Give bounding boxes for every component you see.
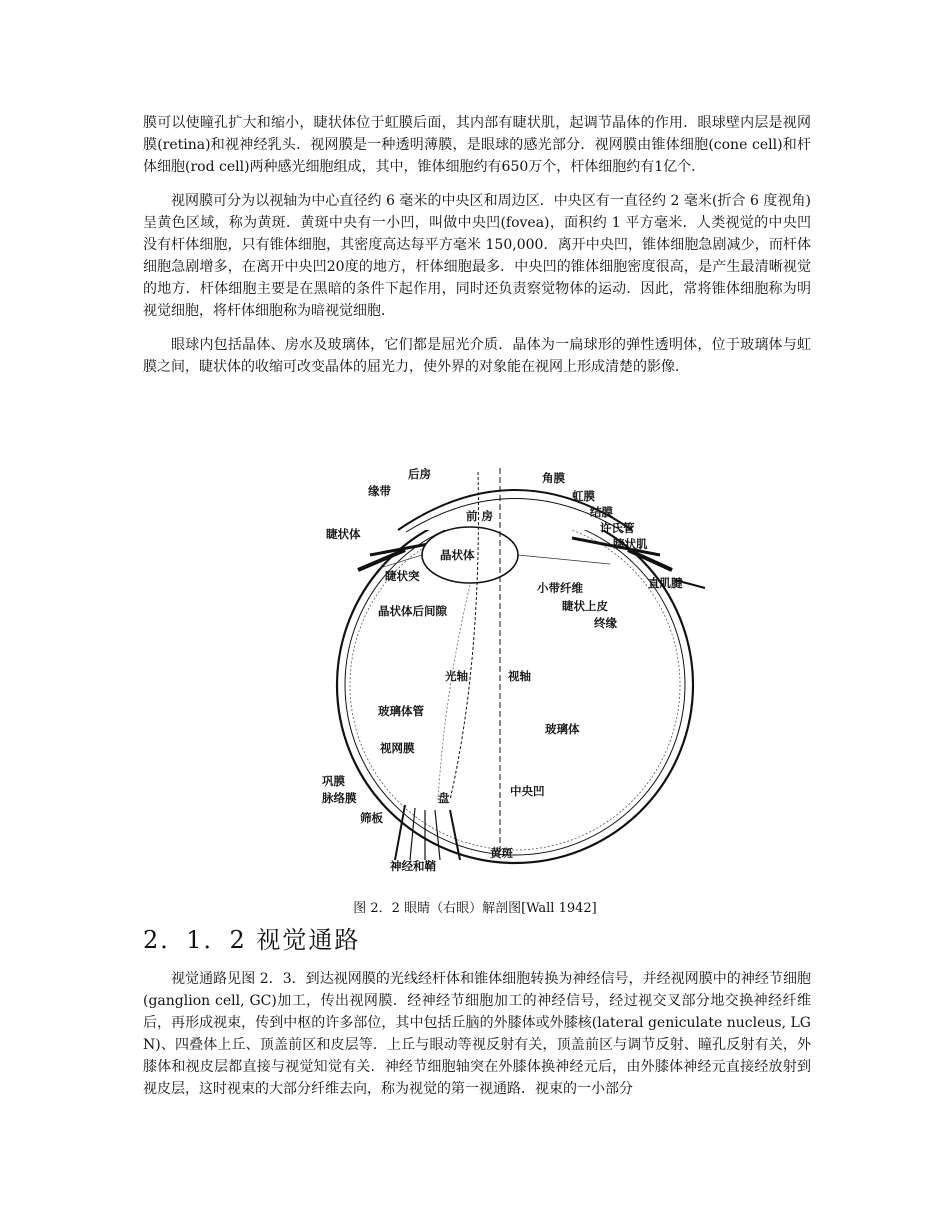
label-gongmo: 巩膜 [322,774,345,788]
label-jiemo: 结膜 [590,505,613,519]
label-jiezhuangji: 睫状肌 [613,537,648,551]
label-jiezhuangti: 睫状体 [326,527,361,541]
label-xiaodaixianwei: 小带纤维 [537,581,583,595]
optic-nerve-fibers [410,808,440,860]
label-jiezhuangtu: 睫状突 [385,569,420,583]
section-paragraph: 视觉通路见图 2．3．到达视网膜的光线经杆体和锥体细胞转换为神经信号，并经视网膜中的神经节细胞(ganglion cell, GC)加工，传出视网膜．经神经节细胞加工的神经信号，经过视交叉部分地交换神经纤维后，再形成视束，传到中枢的许多部位，其中包括丘脑的外膝体或外膝核(lateral geniculate nucleus, LGN)、四叠体上丘、顶盖前区和皮层等．上丘与眼动等视反射有关，顶盖前区与调节反射、瞳孔反射有关，外膝体和视皮层都直接与视觉知觉有关．神经节细胞轴突在外膝体换神经元后，由外膝体神经元直接经放射到视皮层，这时视束的大部分纤维去向，称为视觉的第一视通路．视束的一小部分 [143,971,811,1097]
label-guangzhou: 光轴 [445,669,468,683]
label-jiezhuangshangpi: 睫状上皮 [562,599,608,613]
section-body [143,968,811,1112]
paragraph-3: 眼球内包括晶体、房水及玻璃体，它们都是屈光介质．晶体为一扁球形的弹性透明体，位于玻璃体与虹膜之间，睫状体的收缩可改变晶体的屈光力，使外界的对象能在视网上形成清楚的影像． [143,337,811,375]
section-title: 2．1．2 视觉通路 [143,926,361,954]
label-shaiban: 筛板 [360,811,383,825]
label-zhongyuan: 终缘 [594,616,617,630]
label-shizhou: 视轴 [508,669,531,683]
label-jingzhuangtihoujianxi: 晶状体后间隙 [378,604,447,618]
label-pan: 盘 [438,791,450,805]
eye-anatomy-diagram [310,460,730,880]
label-yuandai: 缘带 [368,484,391,498]
label-bolitiguan: 玻璃体管 [378,704,424,718]
paragraph-1: 膜可以使瞳孔扩大和缩小，睫状体位于虹膜后面，其内部有睫状肌，起调节晶体的作用．眼球壁内层是视网膜(retina)和视神经乳头．视网膜是一种透明薄膜，是眼球的感光部分．视网膜由锥体细胞(cone cell)和杆体细胞(rod cell)两种感光细胞组成，其中，锥体细胞约有650万个，杆体细胞约有1亿个． [143,115,811,175]
eye-anatomy-figure [310,460,730,880]
label-shenjingheqiao: 神经和鞘 [390,859,436,873]
label-hongmo: 虹膜 [572,489,595,503]
label-houfang: 后房 [408,467,431,481]
label-jingzhuangti: 晶状体 [440,548,475,562]
page-body [143,112,811,390]
label-jiaomo: 角膜 [542,471,565,485]
label-boliti: 玻璃体 [545,722,580,736]
label-huangban: 黄斑 [490,846,513,860]
paragraph-2: 视网膜可分为以视轴为中心直径约 6 毫米的中央区和周边区．中央区有一直径约 2 毫米(折合 6 度视角)呈黄色区域，称为黄斑．黄斑中央有一小凹，叫做中央凹(fovea)，面积约 1 平方毫米．人类视觉的中央凹没有杆体细胞，只有锥体细胞，其密度高达每平方毫米 150,000．离开中央凹，锥体细胞急剧减少，而杆体细胞急剧增多，在离开中央凹20度的地方，杆体细胞最多．中央凹的锥体细胞密度很高，是产生最清晰视觉的地方．杆体细胞主要是在黑暗的条件下起作用，同时还负责察觉物体的运动．因此，常将锥体细胞称为明视觉细胞，将杆体细胞称为暗视觉细胞． [143,193,811,319]
label-zhongyangao: 中央凹 [510,784,545,798]
label-mailuomo: 脉络膜 [322,791,357,805]
label-shiwangmo: 视网膜 [380,741,415,755]
figure-caption: 图 2．2 眼睛（右眼）解剖图[Wall 1942] [353,901,597,916]
label-xushiguan: 许氏管 [600,521,635,535]
label-qianfang: 前 房 [466,509,494,523]
label-zhijijian: 直肌腱 [648,576,683,590]
